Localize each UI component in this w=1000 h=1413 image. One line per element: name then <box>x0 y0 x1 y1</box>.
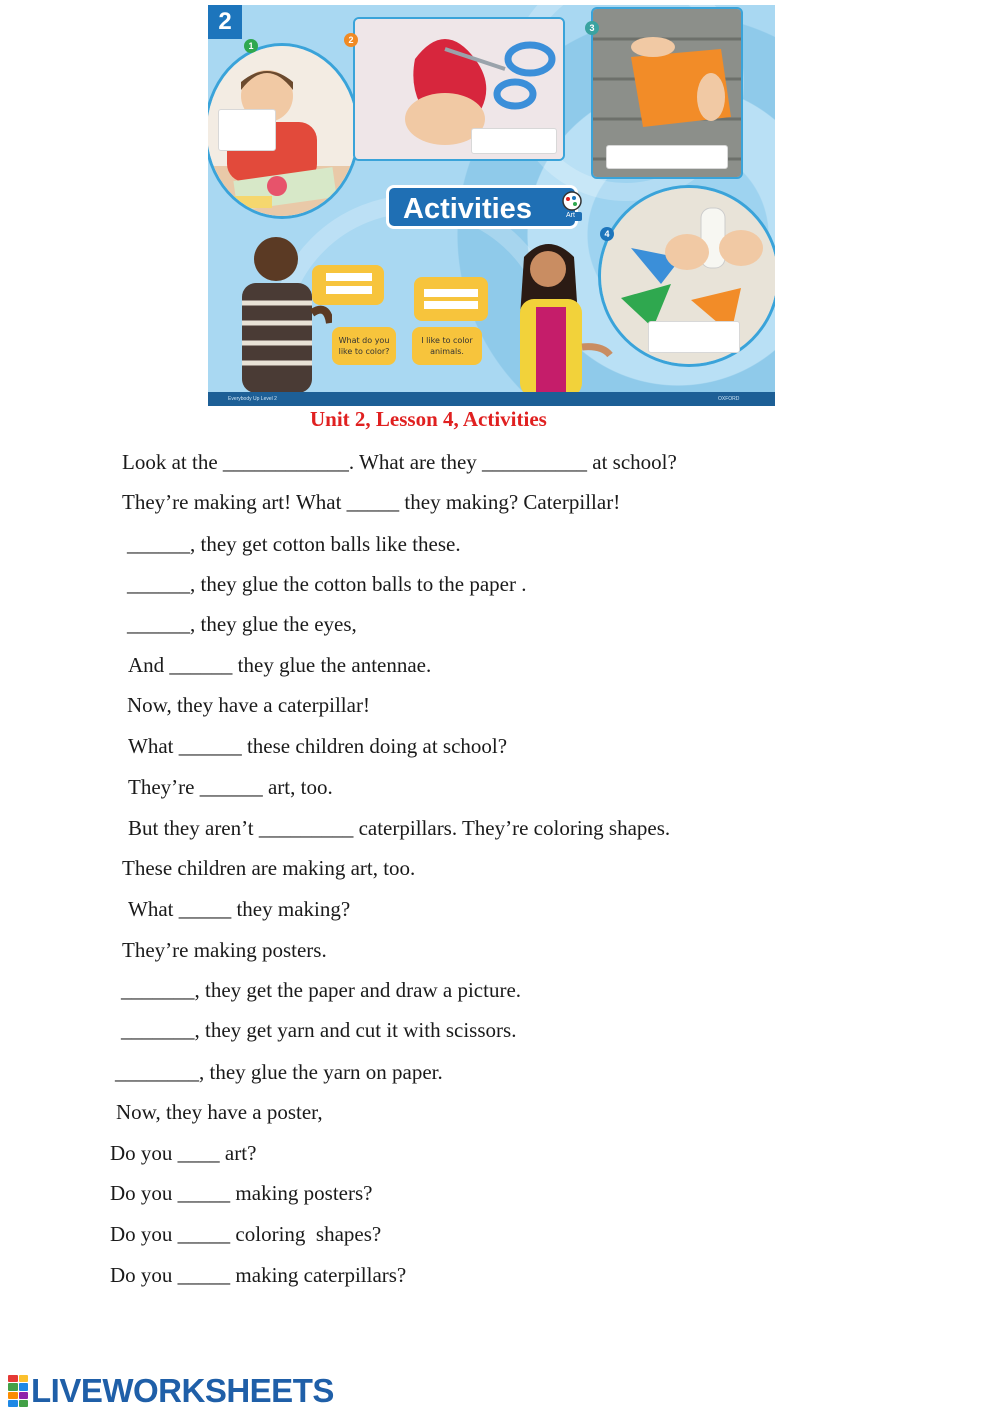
bubble-text-boy: What do you like to color? <box>338 336 390 356</box>
photo-number-2: 2 <box>344 33 358 47</box>
girl-figure <box>498 237 618 397</box>
worksheet-line: Look at the ____________. What are they __________ at school? <box>122 450 677 474</box>
worksheet-line: ________, they glue the yarn on paper. <box>115 1060 443 1084</box>
worksheet-line: What ______ these children doing at school? <box>128 734 508 758</box>
worksheet-line: Do you _____ coloring shapes? <box>110 1222 382 1246</box>
art-label: Art <box>566 212 575 219</box>
worksheet-line: Do you ____ art? <box>110 1141 257 1165</box>
photo-number-4: 4 <box>600 227 614 241</box>
worksheet-title: Unit 2, Lesson 4, Activities <box>310 407 547 431</box>
footer-publisher: OXFORD <box>718 396 740 402</box>
label-blank-3[interactable] <box>606 145 728 169</box>
worksheet-line: Do you _____ making posters? <box>110 1181 373 1205</box>
unit-badge: 2 <box>208 5 242 39</box>
label-blank-4[interactable] <box>648 321 740 353</box>
banner-footer <box>208 392 775 406</box>
worksheet-line: ______, they glue the cotton balls to the paper . <box>127 572 527 596</box>
worksheet-line: Do you _____ making caterpillars? <box>110 1263 407 1287</box>
worksheet-line: Now, they have a poster, <box>116 1100 323 1124</box>
logo-text: LIVEWORKSHEETS <box>31 1372 334 1409</box>
photo-number-3: 3 <box>585 21 599 35</box>
label-blank-2[interactable] <box>471 128 557 154</box>
speech-bubble-girl-blank <box>414 277 488 321</box>
activities-title: Activities <box>386 185 578 229</box>
bubble-text-girl: I like to color animals. <box>421 336 473 356</box>
label-blank-1[interactable] <box>218 109 276 151</box>
worksheet-line: These children are making art, too. <box>122 856 416 880</box>
lesson-illustration <box>208 5 775 406</box>
worksheet-line: What _____ they making? <box>128 897 351 921</box>
liveworksheets-mark-icon <box>8 1375 28 1407</box>
worksheet-line: They’re making art! What _____ they making? Caterpillar! <box>122 490 621 514</box>
worksheet-line: But they aren’t _________ caterpillars. They’re coloring shapes. <box>128 816 671 840</box>
footer-left: Everybody Up Level 2 <box>228 396 277 402</box>
worksheet-line: They’re ______ art, too. <box>128 775 333 799</box>
worksheet-line: _______, they get yarn and cut it with scissors. <box>121 1018 517 1042</box>
worksheet-line: And ______ they glue the antennae. <box>128 653 432 677</box>
worksheet-line: ______, they get cotton balls like these. <box>127 532 461 556</box>
worksheet-line: _______, they get the paper and draw a picture. <box>121 978 522 1002</box>
photo-number-1: 1 <box>244 39 258 53</box>
liveworksheets-logo[interactable] <box>8 1373 334 1409</box>
worksheet-line: They’re making posters. <box>122 938 327 962</box>
worksheet-line: Now, they have a caterpillar! <box>127 693 370 717</box>
worksheet-line: ______, they glue the eyes, <box>127 612 357 636</box>
speech-bubble-boy-blank <box>312 265 384 305</box>
boy-figure <box>222 233 332 393</box>
